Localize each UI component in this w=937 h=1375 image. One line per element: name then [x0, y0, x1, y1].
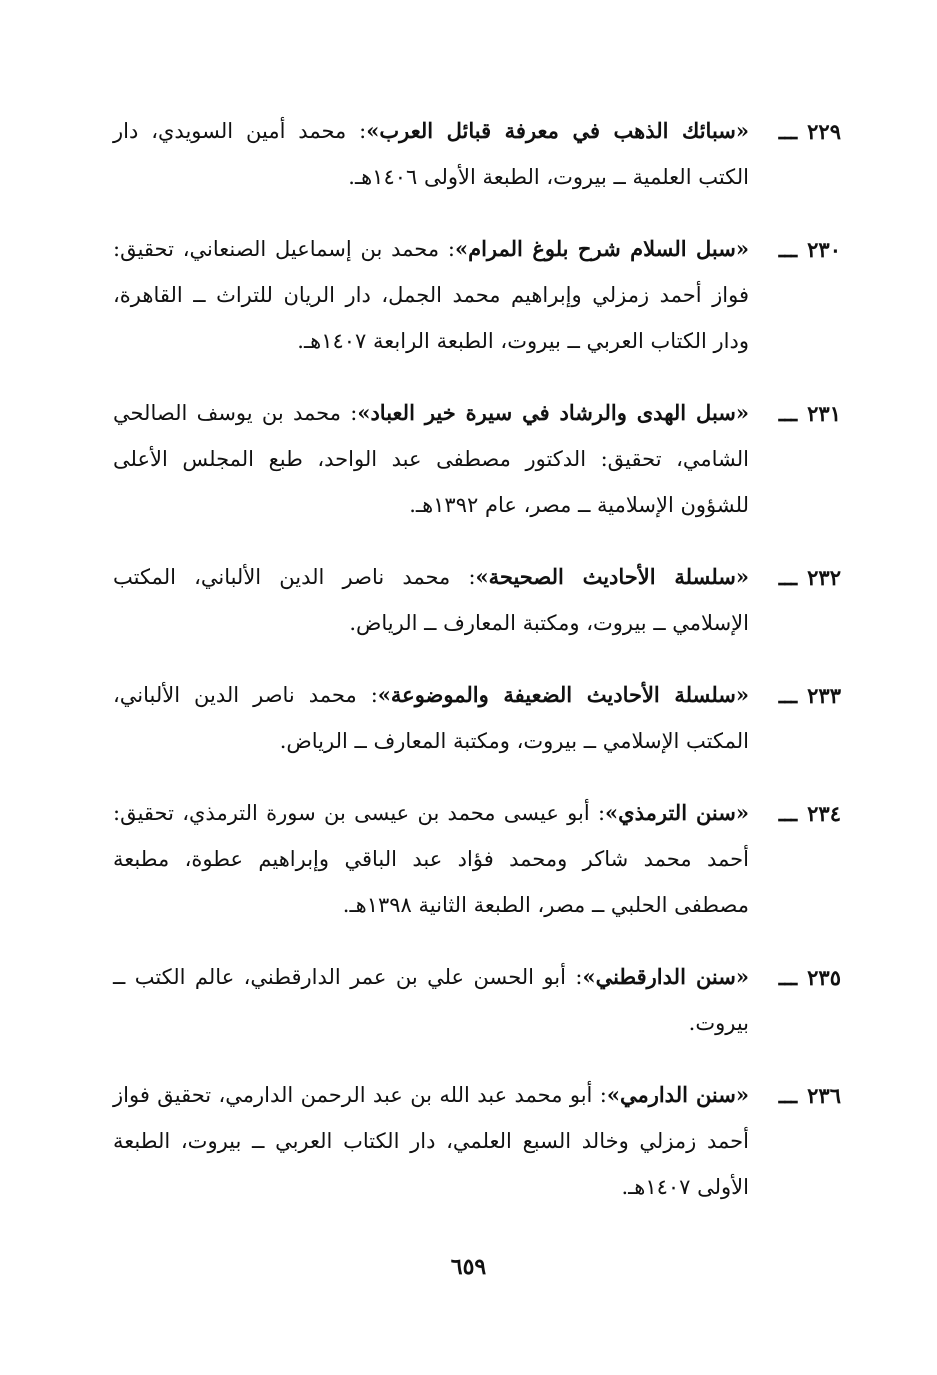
entry-number: ٢٣٤ [807, 800, 841, 826]
entry-head [749, 108, 841, 154]
page-number: ٦٥٩ [450, 1254, 487, 1280]
entry-number: ٢٣١ [807, 400, 841, 426]
bibliography-entry [113, 790, 841, 928]
entry-title: «سبل السلام شرح بلوغ المرام» [454, 236, 749, 261]
bibliography-entry [113, 1072, 841, 1210]
entry-dash: ـــ [778, 564, 798, 590]
entry-text: : محمد بن إسماعيل الصنعاني، تحقيق: فواز أحمد زمزلي وإبراهيم محمد الجمل، دار الريان للتراث ــ القاهرة، ودار الكتاب العربي ــ بيروت، الطبعة الرابعة ١٤٠٧هـ. [113, 237, 749, 353]
entry-body [113, 790, 749, 928]
entry-body [113, 1072, 749, 1210]
entry-head [749, 226, 841, 272]
bibliography-entry [113, 226, 841, 364]
entry-number: ٢٣٦ [807, 1082, 841, 1108]
entry-text: : أبو الحسن علي بن عمر الدارقطني، عالم الكتب ــ بيروت. [113, 965, 749, 1035]
entry-text: : محمد أمين السويدي، دار الكتب العلمية ــ بيروت، الطبعة الأولى ١٤٠٦هـ. [113, 119, 749, 189]
entry-dash: ـــ [778, 236, 798, 262]
entry-number: ٢٢٩ [807, 118, 841, 144]
entry-body [113, 108, 749, 200]
bibliography-entry [113, 672, 841, 764]
entry-body [113, 954, 749, 1046]
entry-head [749, 672, 841, 718]
entry-head [749, 554, 841, 600]
entry-head [749, 790, 841, 836]
entry-title: «سنن الدارقطني» [582, 964, 749, 989]
bibliography-entry [113, 390, 841, 528]
entry-number: ٢٣٥ [807, 964, 841, 990]
entry-dash: ـــ [778, 800, 798, 826]
bibliography-entry [113, 954, 841, 1046]
entry-dash: ـــ [778, 118, 798, 144]
entry-text: : أبو عيسى محمد بن عيسى بن سورة الترمذي، تحقيق: أحمد محمد شاكر ومحمد فؤاد عبد الباقي وإبراهيم عطوة، مطبعة مصطفى الحلبي ــ مصر، الطبعة الثانية ١٣٩٨هـ. [113, 801, 749, 917]
entry-body [113, 226, 749, 364]
entry-head [749, 1072, 841, 1118]
entry-body [113, 554, 749, 646]
entry-text: : محمد ناصر الدين الألباني، المكتب الإسلامي ــ بيروت، ومكتبة المعارف ــ الرياض. [113, 683, 749, 753]
entry-body [113, 390, 749, 528]
entry-text: : محمد ناصر الدين الألباني، المكتب الإسلامي ــ بيروت، ومكتبة المعارف ــ الرياض. [113, 565, 749, 635]
entry-head [749, 390, 841, 436]
entry-dash: ـــ [778, 964, 798, 990]
entry-title: «سبائك الذهب في معرفة قبائل العرب» [366, 118, 750, 143]
bibliography-list [113, 108, 841, 1236]
bibliography-entry [113, 554, 841, 646]
entry-title: «سبل الهدى والرشاد في سيرة خير العباد» [357, 400, 749, 425]
entry-dash: ـــ [778, 682, 798, 708]
bibliography-entry [113, 108, 841, 200]
entry-text: : محمد بن يوسف الصالحي الشامي، تحقيق: الدكتور مصطفى عبد الواحد، طبع المجلس الأعلى للشؤون الإسلامية ــ مصر، عام ١٣٩٢هـ. [113, 401, 749, 517]
entry-number: ٢٣٣ [807, 682, 841, 708]
entry-body [113, 672, 749, 764]
entry-title: «سلسلة الأحاديث الضعيفة والموضوعة» [377, 682, 749, 707]
entry-head [749, 954, 841, 1000]
entry-title: «سلسلة الأحاديث الصحيحة» [475, 564, 749, 589]
entry-number: ٢٣٠ [807, 236, 841, 262]
entry-dash: ـــ [778, 1082, 798, 1108]
entry-dash: ـــ [778, 400, 798, 426]
entry-text: : أبو محمد عبد الله بن عبد الرحمن الدارمي، تحقيق فواز أحمد زمزلي وخالد السبع العلمي، دار الكتاب العربي ــ بيروت، الطبعة الأولى ١٤٠٧هـ. [113, 1083, 749, 1199]
entry-title: «سنن الدارمي» [606, 1082, 749, 1107]
entry-number: ٢٣٢ [807, 564, 841, 590]
entry-title: «سنن الترمذي» [605, 800, 749, 825]
